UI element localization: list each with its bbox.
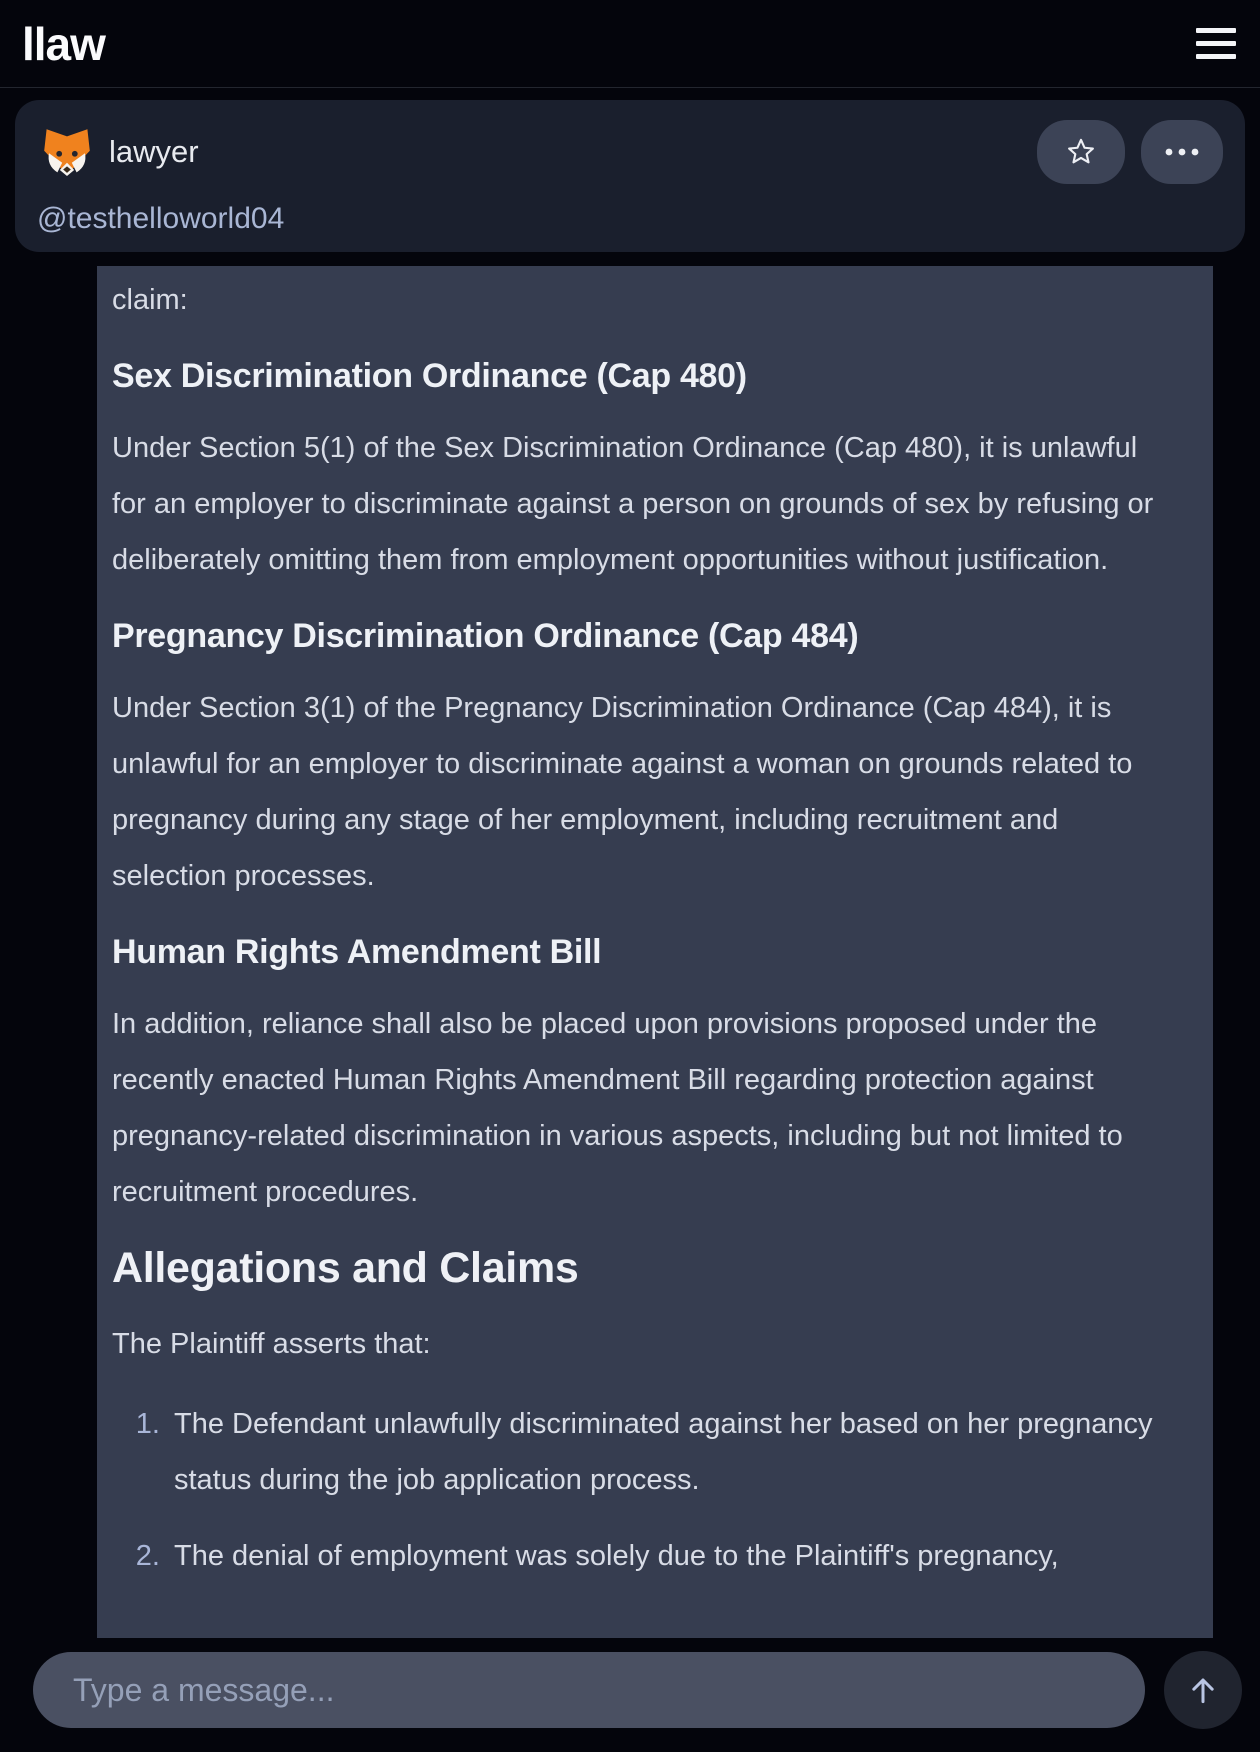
- app-logo: llaw: [22, 17, 105, 70]
- profile-handle: @testhelloworld04: [37, 202, 285, 235]
- message-bubble: [97, 266, 1213, 1638]
- send-button[interactable]: [1164, 1651, 1242, 1729]
- app-header: [0, 0, 1260, 88]
- hamburger-icon: [1196, 54, 1236, 59]
- section-body: Under Section 3(1) of the Pregnancy Discrimination Ordinance (Cap 484), it is unlawful for an employer to discriminate against a woman on grounds related to pregnancy during any stage of her employment, including recruitment and selection processes.: [112, 692, 1133, 892]
- profile-card: [15, 100, 1245, 252]
- section-heading: Human Rights Amendment Bill: [112, 933, 602, 971]
- message-input[interactable]: [33, 1652, 1145, 1728]
- favorite-button[interactable]: [1037, 120, 1125, 184]
- ellipsis-icon: [1162, 146, 1202, 158]
- hamburger-icon: [1196, 28, 1236, 33]
- hamburger-icon: [1196, 41, 1236, 46]
- allegation-item: 2. The denial of employment was solely due to the Plaintiff's pregnancy,: [168, 1528, 1171, 1584]
- section-body: Under Section 5(1) of the Sex Discrimination Ordinance (Cap 480), it is unlawful for an employer to discriminate against a person on grounds of sex by refusing or deliberately omitting them from employment opportunities without justification.: [112, 432, 1154, 576]
- menu-button[interactable]: [1194, 22, 1238, 65]
- allegation-item: 1. The Defendant unlawfully discriminated against her based on her pregnancy status during the job application process.: [168, 1396, 1171, 1508]
- section-body: In addition, reliance shall also be placed upon provisions proposed under the recently enacted Human Rights Amendment Bill regarding protection against pregnancy-related discrimination in various aspects, including but not limited to recruitment procedures.: [112, 1008, 1123, 1208]
- allegations-heading: Allegations and Claims: [112, 1244, 579, 1292]
- allegations-lead: The Plaintiff asserts that:: [112, 1328, 431, 1360]
- section-heading: Pregnancy Discrimination Ordinance (Cap 484): [112, 617, 859, 655]
- more-button[interactable]: [1141, 120, 1223, 184]
- allegations-list: [112, 1396, 1171, 1584]
- star-icon: [1064, 135, 1098, 169]
- arrow-up-icon: [1183, 1670, 1223, 1710]
- fox-avatar-icon: [43, 128, 91, 176]
- section-heading: Sex Discrimination Ordinance (Cap 480): [112, 357, 747, 395]
- message-intro: claim:: [112, 284, 188, 316]
- profile-name: lawyer: [109, 134, 199, 169]
